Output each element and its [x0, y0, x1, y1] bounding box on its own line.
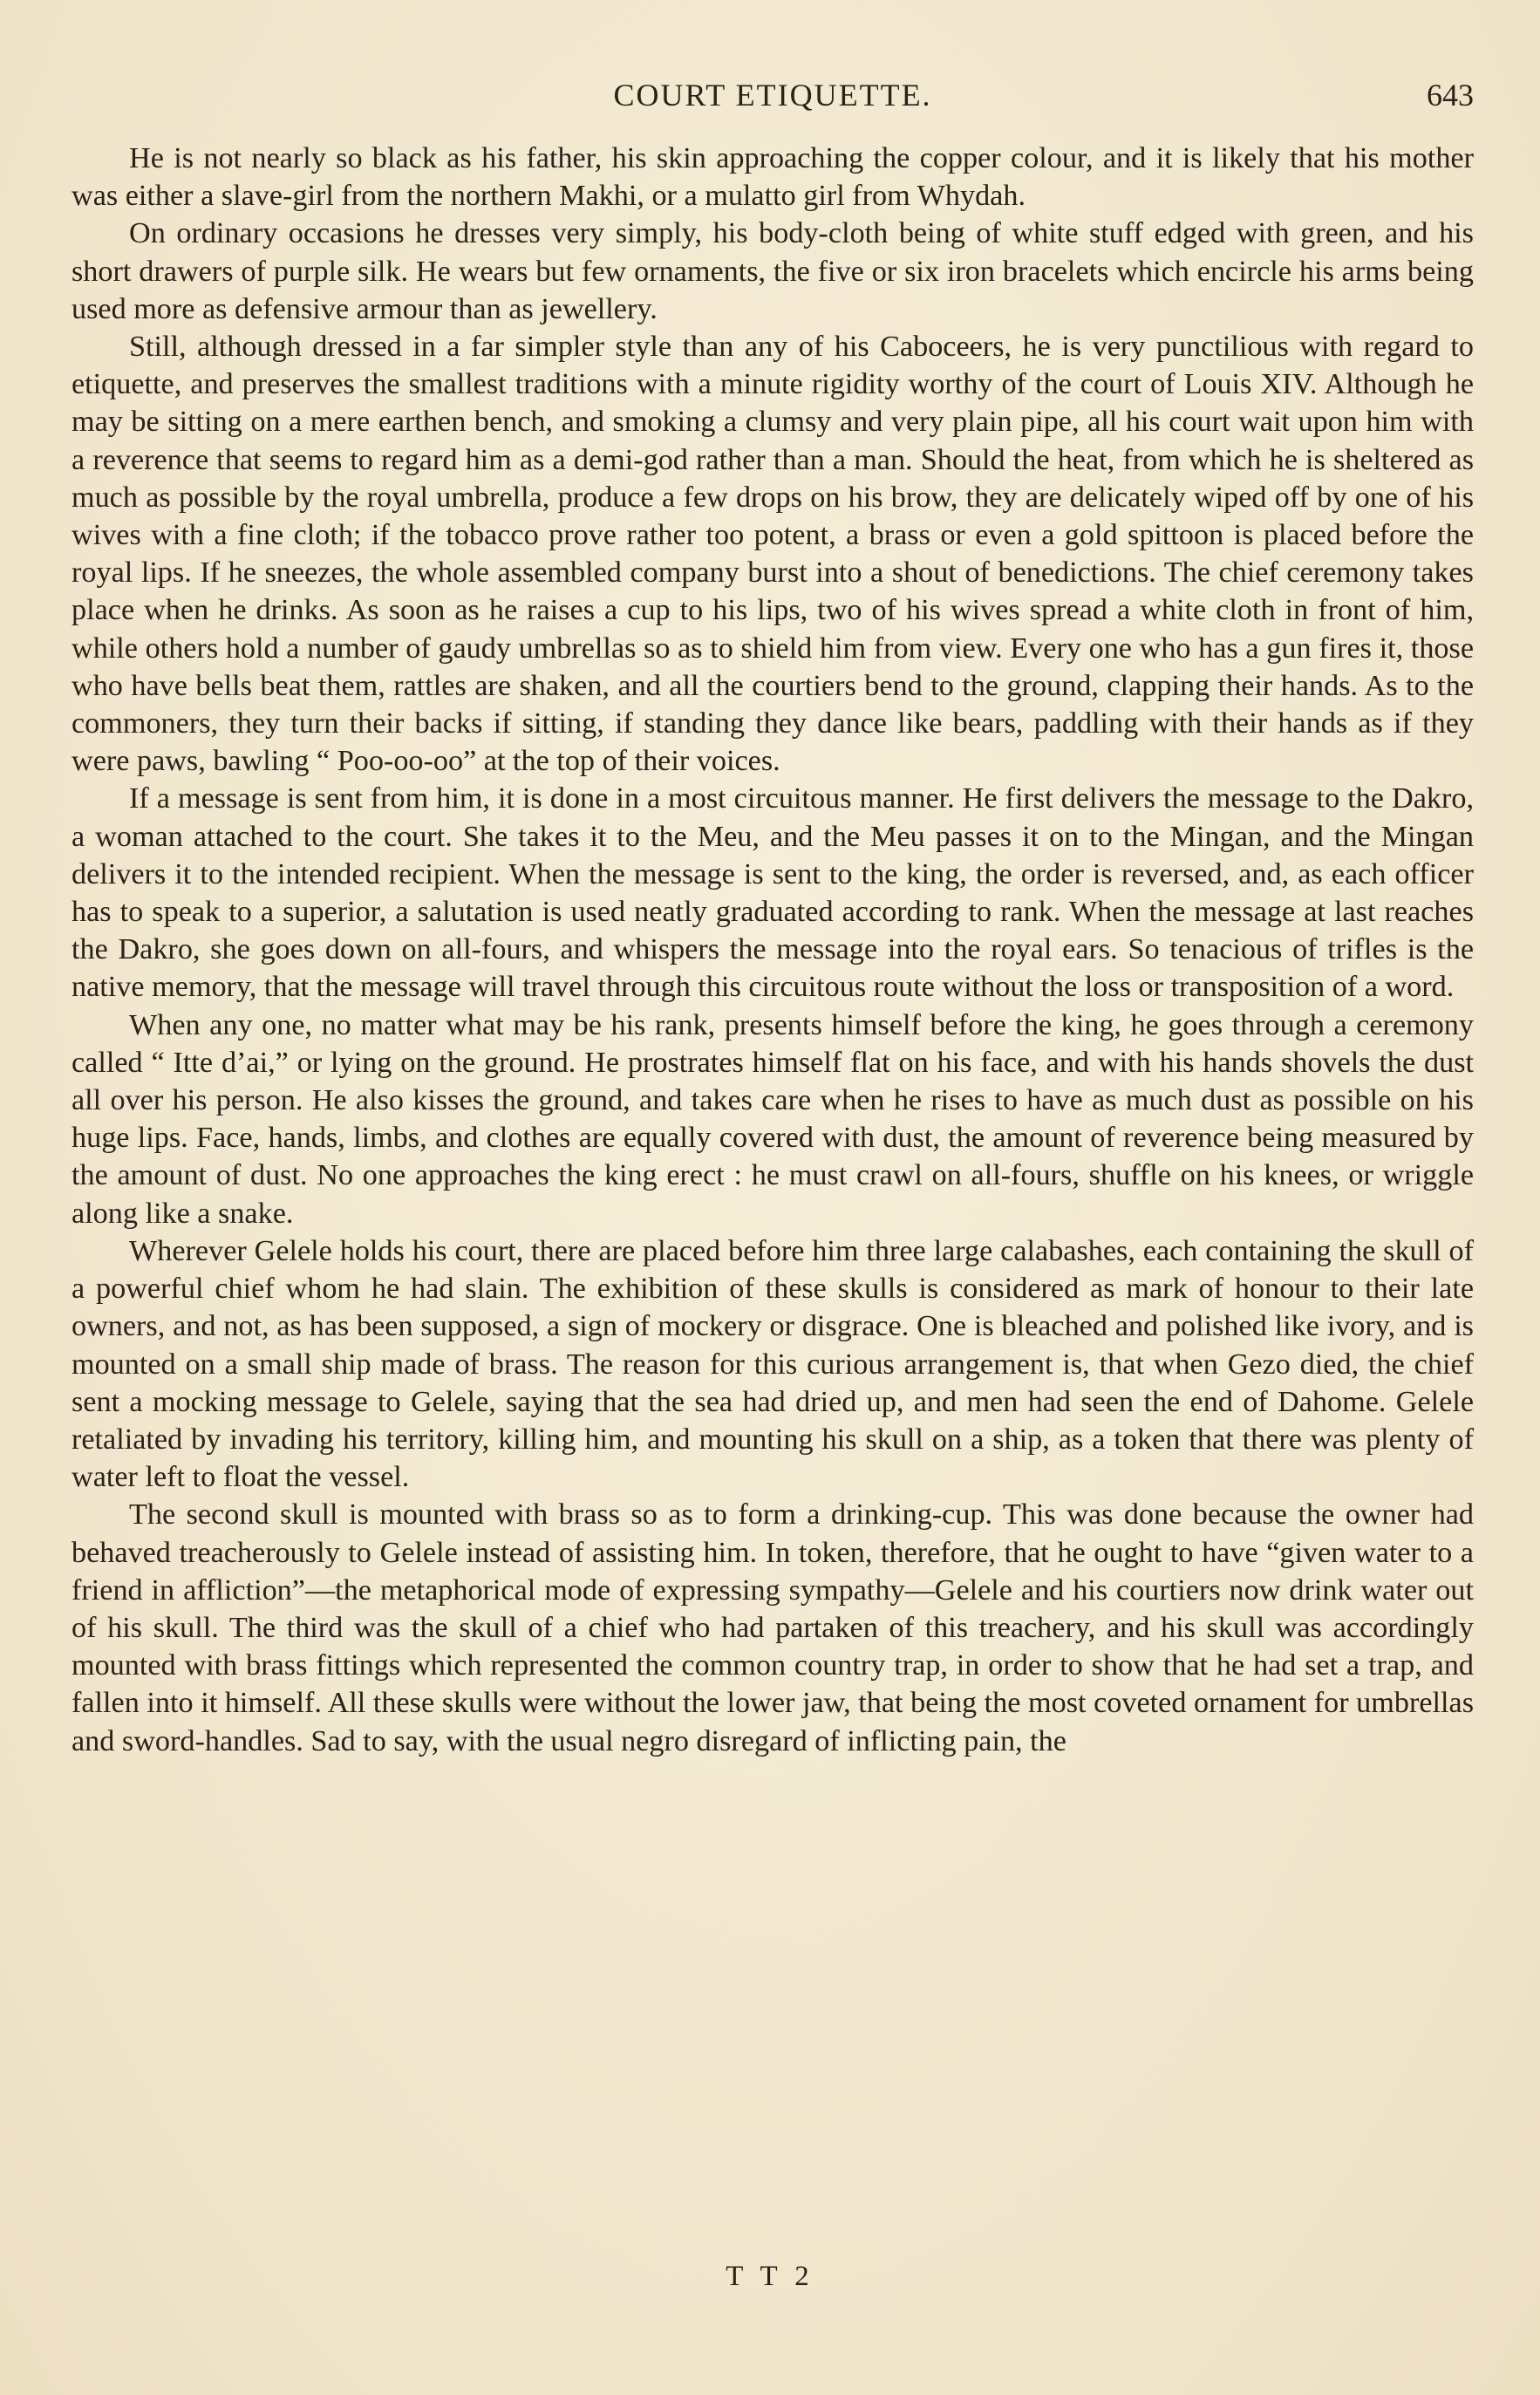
paragraph: Still, although dressed in a far simpler style than any of his Caboceers, he is very punctilious with regard to etiquette, and preserves the smallest traditions with a minute rigidity worthy of the court of Louis XIV. Although he may be sitting on a mere earthen bench, and smoking a clumsy and very plain pipe, all his court wait upon him with a reverence that seems to regard him as a demi-god rather than a man. Should the heat, from which he is sheltered as much as possible by the royal umbrella, produce a few drops on his brow, they are delicately wiped off by one of his wives with a fine cloth; if the tobacco prove rather too potent, a brass or even a gold spittoon is placed before the royal lips. If he sneezes, the whole assembled company burst into a shout of benedictions. The chief ceremony takes place when he drinks. As soon as he raises a cup to his lips, two of his wives spread a white cloth in front of him, while others hold a number of gaudy umbrellas so as to shield him from view. Every one who has a gun fires it, those who have bells beat them, rattles are shaken, and all the courtiers bend to the ground, clapping their hands. As to the commoners, they turn their backs if sitting, if standing they dance like bears, paddling with their hands as if they were paws, bawling “ Poo-oo-oo” at the top of their voices. [72, 331, 1474, 778]
body-text [72, 140, 1474, 1760]
paragraph: He is not nearly so black as his father, his skin approaching the copper colour, and it is likely that his mother was either a slave-girl from the northern Makhi, or a mulatto girl from Whydah. [72, 142, 1474, 213]
page-header [72, 77, 1474, 120]
signature-mark: T T 2 [726, 2261, 814, 2292]
paragraph: Wherever Gelele holds his court, there are placed before him three large calabashes, each containing the skull of a powerful chief whom he had slain. The exhibition of these skulls is considered as mark of honour to their late owners, and not, as has been supposed, a sign of mockery or disgrace. One is bleached and polished like ivory, and is mounted on a small ship made of brass. The reason for this curious arrangement is, that when Gezo died, the chief sent a mocking message to Gelele, saying that the sea had dried up, and men had seen the end of Dahome. Gelele retaliated by invading his territory, killing him, and mounting his skull on a ship, as a token that there was plenty of water left to float the vessel. [72, 1234, 1474, 1494]
paragraph: On ordinary occasions he dresses very simply, his body-cloth being of white stuff edged with green, and his short drawers of purple silk. He wears but few ornaments, the five or six iron bracelets which encircle his arms being used more as defensive armour than as jewellery. [72, 217, 1474, 325]
running-title: COURT ETIQUETTE. [613, 78, 932, 113]
paragraph: When any one, no matter what may be his rank, presents himself before the king, he goes through a ceremony called “ Itte d’ai,” or lying on the ground. He prostrates himself flat on his face, and with his hands shovels the dust all over his person. He also kisses the ground, and takes care when he rises to have as much dust as possible on his huge lips. Face, hands, limbs, and clothes are equally covered with dust, the amount of reverence being measured by the amount of dust. No one approaches the king erect : he must crawl on all-fours, shuffle on his knees, or wriggle along like a snake. [72, 1008, 1474, 1230]
paragraph: The second skull is mounted with brass so as to form a drinking-cup. This was done because the owner had behaved treacherously to Gelele instead of assisting him. In token, therefore, that he ought to have “given water to a friend in affliction”—the metaphorical mode of expressing sympathy—Gelele and his courtiers now drink water out of his skull. The third was the skull of a chief who had partaken of this treachery, and his skull was accordingly mounted with brass fittings which represented the common country trap, in order to show that he had set a trap, and fallen into it himself. All these skulls were without the lower jaw, that being the most coveted ornament for umbrellas and sword-handles. Sad to say, with the usual negro disregard of inflicting pain, the [72, 1498, 1474, 1757]
paragraph: If a message is sent from him, it is done in a most circuitous manner. He first delivers the message to the Dakro, a woman attached to the court. She takes it to the Meu, and the Meu passes it on to the Mingan, and the Mingan delivers it to the intended recipient. When the message is sent to the king, the order is reversed, and, as each officer has to speak to a superior, a salutation is used neatly graduated according to rank. When the message at last reaches the Dakro, she goes down on all-fours, and whispers the message into the royal ears. So tenacious of trifles is the native memory, that the message will travel through this circuitous route without the loss or transposition of a word. [72, 782, 1474, 1004]
page-number: 643 [1427, 78, 1474, 113]
